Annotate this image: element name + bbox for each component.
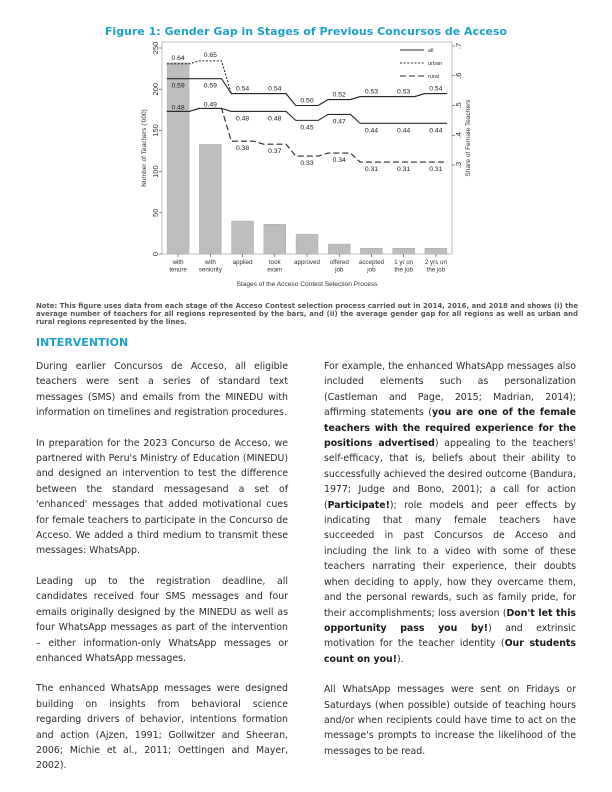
y-tick-label: 150: [150, 124, 160, 137]
bold-phrase: you are one of the female teachers with the required experience for the positions advertised: [324, 407, 576, 450]
data-label: 0.52: [332, 91, 346, 99]
y-tick-label: 100: [150, 165, 160, 178]
figure-title: Figure 1: Gender Gap in Stages of Previous Concursos de Acceso: [104, 25, 508, 38]
legend-label: urban: [428, 61, 443, 67]
paragraph: In preparation for the 2023 Concurso de Acceso, we partnered with Peru's Ministry of Education (MINEDU) and designed an intervention to test the difference between the standard messagesand a set of 'enhanced' messages that added motivational cues for female teachers to participate in the Concurso de Acceso. We added a third medium to transmit these messages: WhatsApp.: [36, 437, 288, 557]
y2-axis-label: Share of Female Teachers: [465, 99, 472, 177]
y-axis-label: Number of Teachers ('000): [141, 109, 148, 187]
bar: [199, 144, 221, 254]
paragraph: During earlier Concursos de Acceso, all eligible teachers were sent a series of standard text messages (SMS) and emails from the MINEDU with information on timelines and registration procedures.: [36, 361, 288, 419]
bar: [393, 248, 415, 254]
data-label: 0.45: [300, 124, 314, 132]
x-tick-label: the job: [394, 266, 413, 274]
paragraph: The enhanced WhatsApp messages were designed building on insights from behavioral science regarding drivers of behavior, intentions formation and action (Ajzen, 1991; Gollwitzer and Sheeran, 2006; Michie et al., 2011; Oettingen and Mayer, 2002).: [36, 683, 288, 772]
bold-phrase: Our students count on you!: [324, 638, 576, 665]
data-label: 0.38: [235, 145, 250, 153]
data-label: 0.53: [364, 88, 379, 96]
x-tick-label: accepted: [358, 259, 385, 266]
data-label: 0.64: [171, 54, 185, 62]
x-tick-label: seniority: [198, 266, 222, 274]
bold-phrase: Participate!: [327, 499, 390, 511]
data-label: 0.34: [332, 157, 346, 165]
text-run: ); role models and peer effects by indicating that many female teachers have succeeded in past Concursos de Acceso and including the link to a video with some of these teachers narrating their experience, their doubts when deciding to apply, how they overcame them, and the personal rewards, such as family pride, for their accomplishments; loss aversion (: [324, 499, 576, 619]
bar: [328, 244, 350, 254]
x-tick-label: job: [335, 266, 344, 274]
data-label: 0.54: [235, 85, 250, 93]
y2-tick-label: .6: [453, 72, 463, 79]
left-column: [36, 359, 288, 789]
x-tick-label: tenure: [169, 266, 187, 274]
bold-phrase: Don't let this opportunity pass you by!: [324, 607, 576, 634]
x-tick-label: offered: [329, 259, 349, 266]
paragraph: All WhatsApp messages were sent on Fridays or Saturdays (when possible) outside of teaching hours and/or when recipients could have time to act on the message's prompts to increase the likelihood of the messages to be read.: [324, 684, 576, 757]
y-tick-label: 250: [150, 41, 160, 55]
y2-tick-label: .3: [453, 161, 463, 169]
x-tick-label: applied: [232, 259, 253, 266]
paragraph: Leading up to the registration deadline, all candidates received four SMS messages and four emails originally designed by the MINEDU as well as four WhatsApp messages as part of the intervention – either information-only WhatsApp messages or enhanced WhatsApp messages.: [36, 575, 288, 664]
data-label: 0.50: [300, 97, 314, 105]
y2-tick-label: .7: [453, 42, 463, 50]
data-label: 0.59: [171, 82, 185, 90]
y-tick-label: 50: [150, 208, 160, 217]
x-tick-label: with: [172, 259, 184, 266]
data-label: 0.44: [429, 127, 443, 135]
x-tick-label: the job: [426, 266, 446, 274]
x-tick-label: exam: [267, 266, 283, 274]
data-label: 0.48: [235, 115, 250, 123]
data-label: 0.47: [332, 118, 346, 126]
data-label: 0.44: [364, 127, 379, 135]
text-run: ) and extrinsic motivation for the teacher identity (: [324, 622, 576, 650]
bar: [296, 234, 318, 254]
text-run: For example, the enhanced WhatsApp messages also included elements such as personalization (Castleman and Page, 2015; Madrian, 2014); affirming statements (: [324, 361, 576, 419]
section-heading: INTERVENTION: [36, 336, 129, 349]
data-label: 0.48: [268, 115, 282, 123]
data-label: 0.33: [300, 160, 314, 168]
x-tick-label: 2 yrs on: [424, 259, 447, 266]
x-axis-label: Stages of the Acceso Contest Selection Process: [236, 281, 378, 288]
bar: [425, 248, 447, 254]
text-run: ) appealing to the teachers' self-efficacy, that is, beliefs about their ability to successfully achieved the desired outcome (Bandura, 1977; Judge and Bono, 2001); a call for action (: [324, 438, 576, 511]
x-tick-label: with: [204, 259, 216, 266]
x-tick-label: job: [367, 266, 376, 274]
x-tick-label: approved: [294, 259, 320, 266]
data-label: 0.53: [397, 88, 411, 96]
x-tick-label: 1 yr on: [394, 259, 414, 266]
bar: [232, 221, 254, 254]
legend-label: all: [428, 48, 434, 54]
bar: [264, 224, 286, 254]
data-label: 0.48: [171, 104, 185, 112]
data-label: 0.31: [397, 166, 411, 174]
figure-note: Note: This figure uses data from each stage of the Acceso Contest selection process carried out in 2014, 2016, and 2018 and shows (i) the average number of teachers for all regions represented by the bars, and (ii) the average gender gap for all regions as well as urban and rural regions represented by the lines.: [36, 302, 578, 326]
gender-gap-chart: [0, 0, 612, 300]
legend-label: rural: [428, 74, 440, 80]
data-label: 0.49: [203, 101, 217, 109]
bar: [360, 248, 382, 254]
data-label: 0.54: [429, 85, 443, 93]
data-label: 0.44: [397, 127, 411, 135]
data-label: 0.31: [429, 166, 443, 174]
data-label: 0.54: [268, 85, 282, 93]
text-run: ).: [396, 653, 404, 665]
bar: [167, 63, 189, 254]
y2-tick-label: .5: [453, 102, 463, 109]
paragraph-enhanced-elements: [324, 359, 576, 667]
y2-tick-label: .4: [453, 132, 463, 139]
data-label: 0.37: [268, 148, 282, 156]
data-label: 0.31: [364, 166, 379, 174]
y-tick-label: 200: [150, 82, 160, 96]
y-tick-label: 0: [150, 251, 160, 257]
data-label: 0.65: [203, 51, 217, 59]
data-label: 0.59: [203, 82, 217, 90]
right-column: [324, 359, 576, 774]
x-tick-label: took: [268, 259, 281, 266]
